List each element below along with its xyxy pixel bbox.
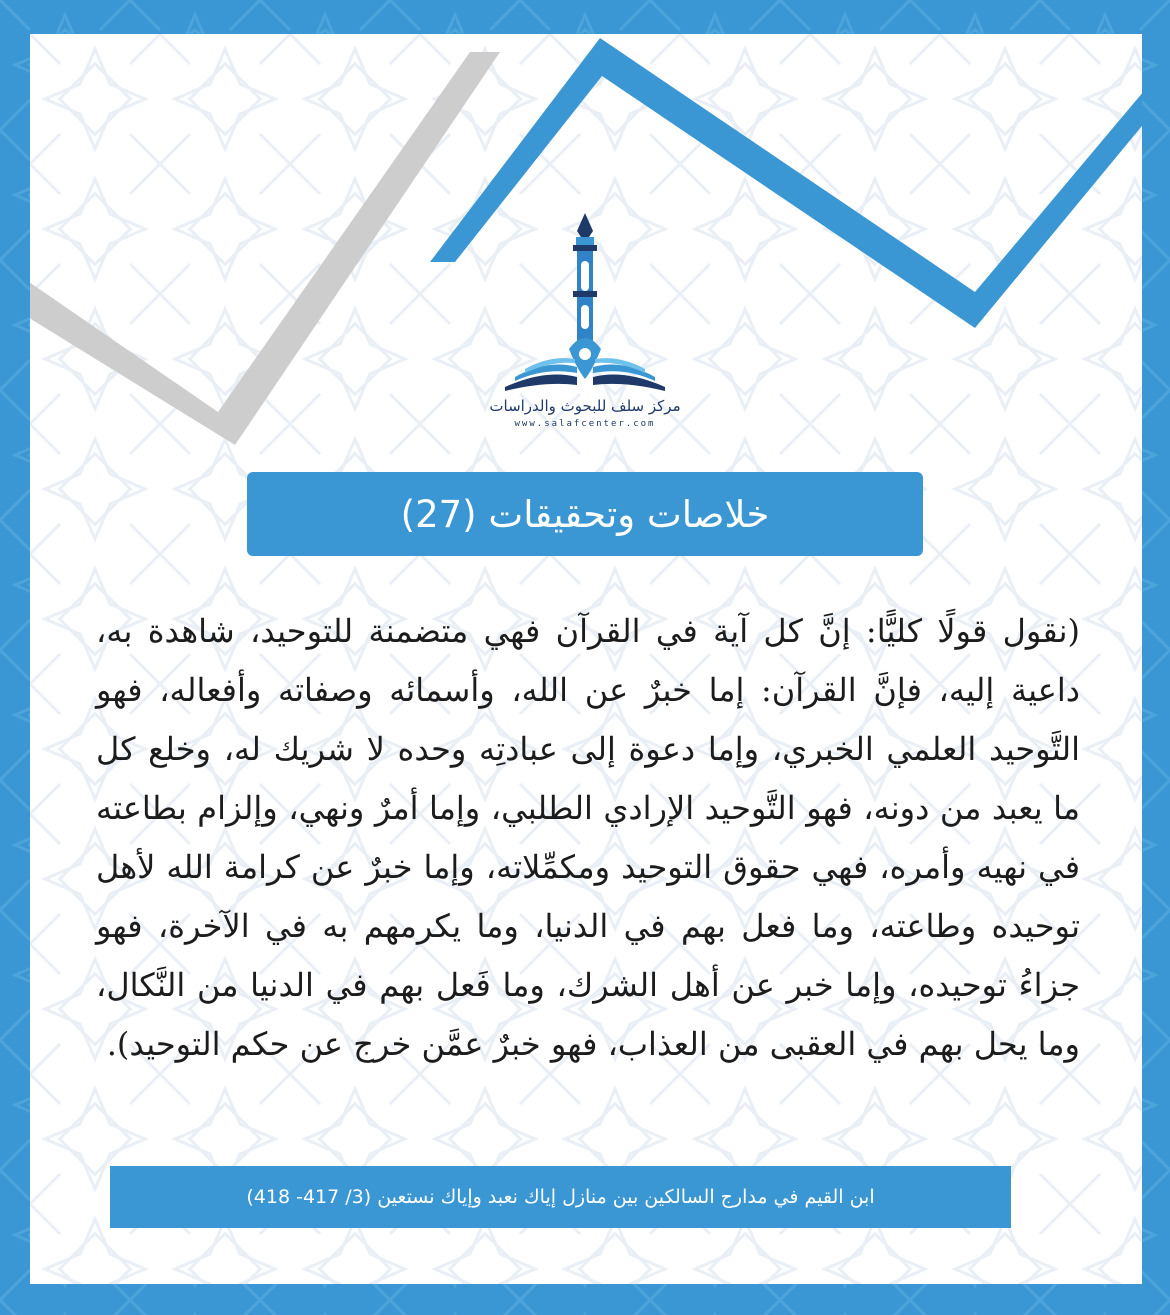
logo-url[interactable]: www.salafcenter.com (514, 419, 656, 429)
logo-name: مركز سلف للبحوث والدراسات (489, 397, 681, 415)
page-title: خلاصات وتحقيقات (27) (400, 492, 770, 536)
source-citation: ابن القيم في مدارج السالكين بين منازل إياك نعبد وإياك نستعين (3/ 417- 418) (246, 1186, 875, 1208)
logo (465, 209, 705, 439)
open-book-icon (465, 209, 705, 399)
quote-paragraph: (نقول قولًا كليًّا: إنَّ كل آية في القرآن فهي متضمنة للتوحيد، شاهدة به، داعية إليه، فإنَّ القرآن: إما خبرٌ عن الله، وأسمائه وصفاته وأفعاله، فهو التَّوحيد العلمي الخبري، وإما دعوة إلى عبادتِه وحده لا شريك له، وخلع كل ما يعبد من دونه، فهو التَّوحيد الإرادي الطلبي، وإما أمرٌ ونهي، وإلزام بطاعته في نهيه وأمره، فهي حقوق التوحيد ومكمِّلاته، وإما خبرٌ عن كرامة الله لأهل توحيده وطاعته، وما فعل بهم في الدنيا، وما يكرمهم به في الآخرة، فهو جزاءُ توحيده، وإما خبر عن أهل الشرك، وما فَعل بهم في الدنيا من النَّكال، وما يحل بهم في العقبى من العذاب، فهو خبرٌ عمَّن خرج عن حكم التوحيد). (96, 612, 1081, 1063)
content-panel (30, 34, 1142, 1284)
source-banner (110, 1166, 1011, 1228)
title-banner (247, 472, 923, 556)
